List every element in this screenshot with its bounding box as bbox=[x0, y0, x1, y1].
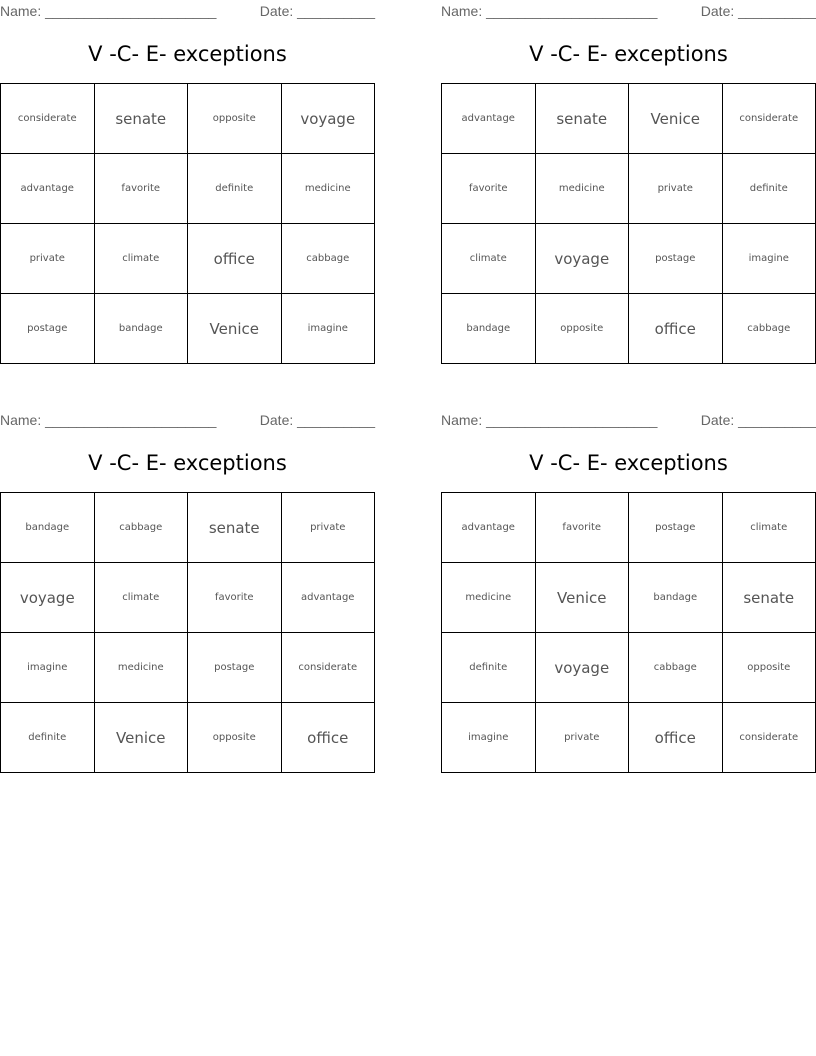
grid-row bbox=[1, 224, 375, 294]
grid-cell: favorite bbox=[442, 154, 536, 224]
grid-cell: postage bbox=[1, 294, 95, 364]
grid-cell: imagine bbox=[1, 633, 95, 703]
grid-cell: advantage bbox=[1, 154, 95, 224]
grid-cell: medicine bbox=[94, 633, 188, 703]
grid-row bbox=[1, 493, 375, 563]
grid-cell: private bbox=[535, 703, 629, 773]
grid-cell: private bbox=[629, 154, 723, 224]
grid-cell: considerate bbox=[281, 633, 375, 703]
grid-cell: Venice bbox=[535, 563, 629, 633]
grid-cell: bandage bbox=[1, 493, 95, 563]
card-header bbox=[441, 3, 816, 21]
grid-cell: advantage bbox=[442, 84, 536, 154]
grid-cell: bandage bbox=[629, 563, 723, 633]
grid-cell: imagine bbox=[722, 224, 816, 294]
grid-cell: voyage bbox=[281, 84, 375, 154]
grid-cell: climate bbox=[442, 224, 536, 294]
bingo-grid bbox=[441, 492, 816, 773]
grid-cell: opposite bbox=[188, 84, 282, 154]
grid-cell: considerate bbox=[1, 84, 95, 154]
grid-cell: climate bbox=[94, 224, 188, 294]
date-field-label: Date: __________ bbox=[259, 412, 375, 428]
grid-row bbox=[1, 84, 375, 154]
name-field-label: Name: ______________________ bbox=[441, 412, 658, 428]
grid-cell: advantage bbox=[442, 493, 536, 563]
bingo-card bbox=[0, 0, 375, 365]
grid-row bbox=[442, 493, 816, 563]
date-field-label: Date: __________ bbox=[259, 3, 375, 19]
grid-cell: private bbox=[1, 224, 95, 294]
grid-cell: senate bbox=[94, 84, 188, 154]
grid-cell: postage bbox=[629, 224, 723, 294]
grid-cell: definite bbox=[188, 154, 282, 224]
grid-cell: postage bbox=[629, 493, 723, 563]
grid-cell: senate bbox=[722, 563, 816, 633]
grid-cell: office bbox=[281, 703, 375, 773]
grid-cell: considerate bbox=[722, 703, 816, 773]
grid-cell: definite bbox=[722, 154, 816, 224]
grid-row bbox=[1, 633, 375, 703]
card-title: V -C- E- exceptions bbox=[529, 42, 728, 66]
grid-cell: cabbage bbox=[281, 224, 375, 294]
bingo-card bbox=[441, 0, 816, 365]
grid-row bbox=[442, 84, 816, 154]
grid-cell: voyage bbox=[535, 224, 629, 294]
grid-row bbox=[442, 703, 816, 773]
grid-cell: opposite bbox=[535, 294, 629, 364]
grid-cell: cabbage bbox=[722, 294, 816, 364]
grid-row bbox=[442, 563, 816, 633]
grid-row bbox=[442, 294, 816, 364]
grid-cell: definite bbox=[442, 633, 536, 703]
grid-cell: considerate bbox=[722, 84, 816, 154]
date-field-label: Date: __________ bbox=[700, 412, 816, 428]
grid-cell: office bbox=[629, 294, 723, 364]
grid-row bbox=[1, 703, 375, 773]
name-field-label: Name: ______________________ bbox=[441, 3, 658, 19]
grid-cell: climate bbox=[722, 493, 816, 563]
card-header bbox=[441, 412, 816, 430]
bingo-grid bbox=[0, 83, 375, 364]
bingo-grid bbox=[0, 492, 375, 773]
grid-cell: cabbage bbox=[629, 633, 723, 703]
grid-cell: postage bbox=[188, 633, 282, 703]
grid-cell: advantage bbox=[281, 563, 375, 633]
grid-cell: imagine bbox=[281, 294, 375, 364]
grid-row bbox=[442, 154, 816, 224]
grid-row bbox=[1, 294, 375, 364]
grid-cell: opposite bbox=[188, 703, 282, 773]
grid-cell: definite bbox=[1, 703, 95, 773]
grid-cell: favorite bbox=[188, 563, 282, 633]
grid-cell: medicine bbox=[535, 154, 629, 224]
grid-cell: imagine bbox=[442, 703, 536, 773]
grid-cell: climate bbox=[94, 563, 188, 633]
grid-cell: office bbox=[629, 703, 723, 773]
bingo-card bbox=[0, 409, 375, 774]
grid-cell: voyage bbox=[1, 563, 95, 633]
grid-cell: Venice bbox=[188, 294, 282, 364]
name-field-label: Name: ______________________ bbox=[0, 3, 217, 19]
card-header bbox=[0, 3, 375, 21]
grid-cell: voyage bbox=[535, 633, 629, 703]
grid-cell: favorite bbox=[94, 154, 188, 224]
grid-row bbox=[442, 633, 816, 703]
grid-cell: bandage bbox=[442, 294, 536, 364]
grid-cell: medicine bbox=[442, 563, 536, 633]
card-header bbox=[0, 412, 375, 430]
grid-row bbox=[1, 563, 375, 633]
grid-cell: medicine bbox=[281, 154, 375, 224]
grid-row bbox=[1, 154, 375, 224]
card-title: V -C- E- exceptions bbox=[529, 451, 728, 475]
grid-cell: opposite bbox=[722, 633, 816, 703]
grid-cell: office bbox=[188, 224, 282, 294]
grid-cell: cabbage bbox=[94, 493, 188, 563]
bingo-card bbox=[441, 409, 816, 774]
grid-cell: bandage bbox=[94, 294, 188, 364]
card-title: V -C- E- exceptions bbox=[88, 451, 287, 475]
grid-cell: senate bbox=[188, 493, 282, 563]
card-title: V -C- E- exceptions bbox=[88, 42, 287, 66]
grid-cell: private bbox=[281, 493, 375, 563]
grid-cell: Venice bbox=[629, 84, 723, 154]
name-field-label: Name: ______________________ bbox=[0, 412, 217, 428]
grid-cell: favorite bbox=[535, 493, 629, 563]
bingo-grid bbox=[441, 83, 816, 364]
date-field-label: Date: __________ bbox=[700, 3, 816, 19]
grid-cell: senate bbox=[535, 84, 629, 154]
grid-row bbox=[442, 224, 816, 294]
grid-cell: Venice bbox=[94, 703, 188, 773]
